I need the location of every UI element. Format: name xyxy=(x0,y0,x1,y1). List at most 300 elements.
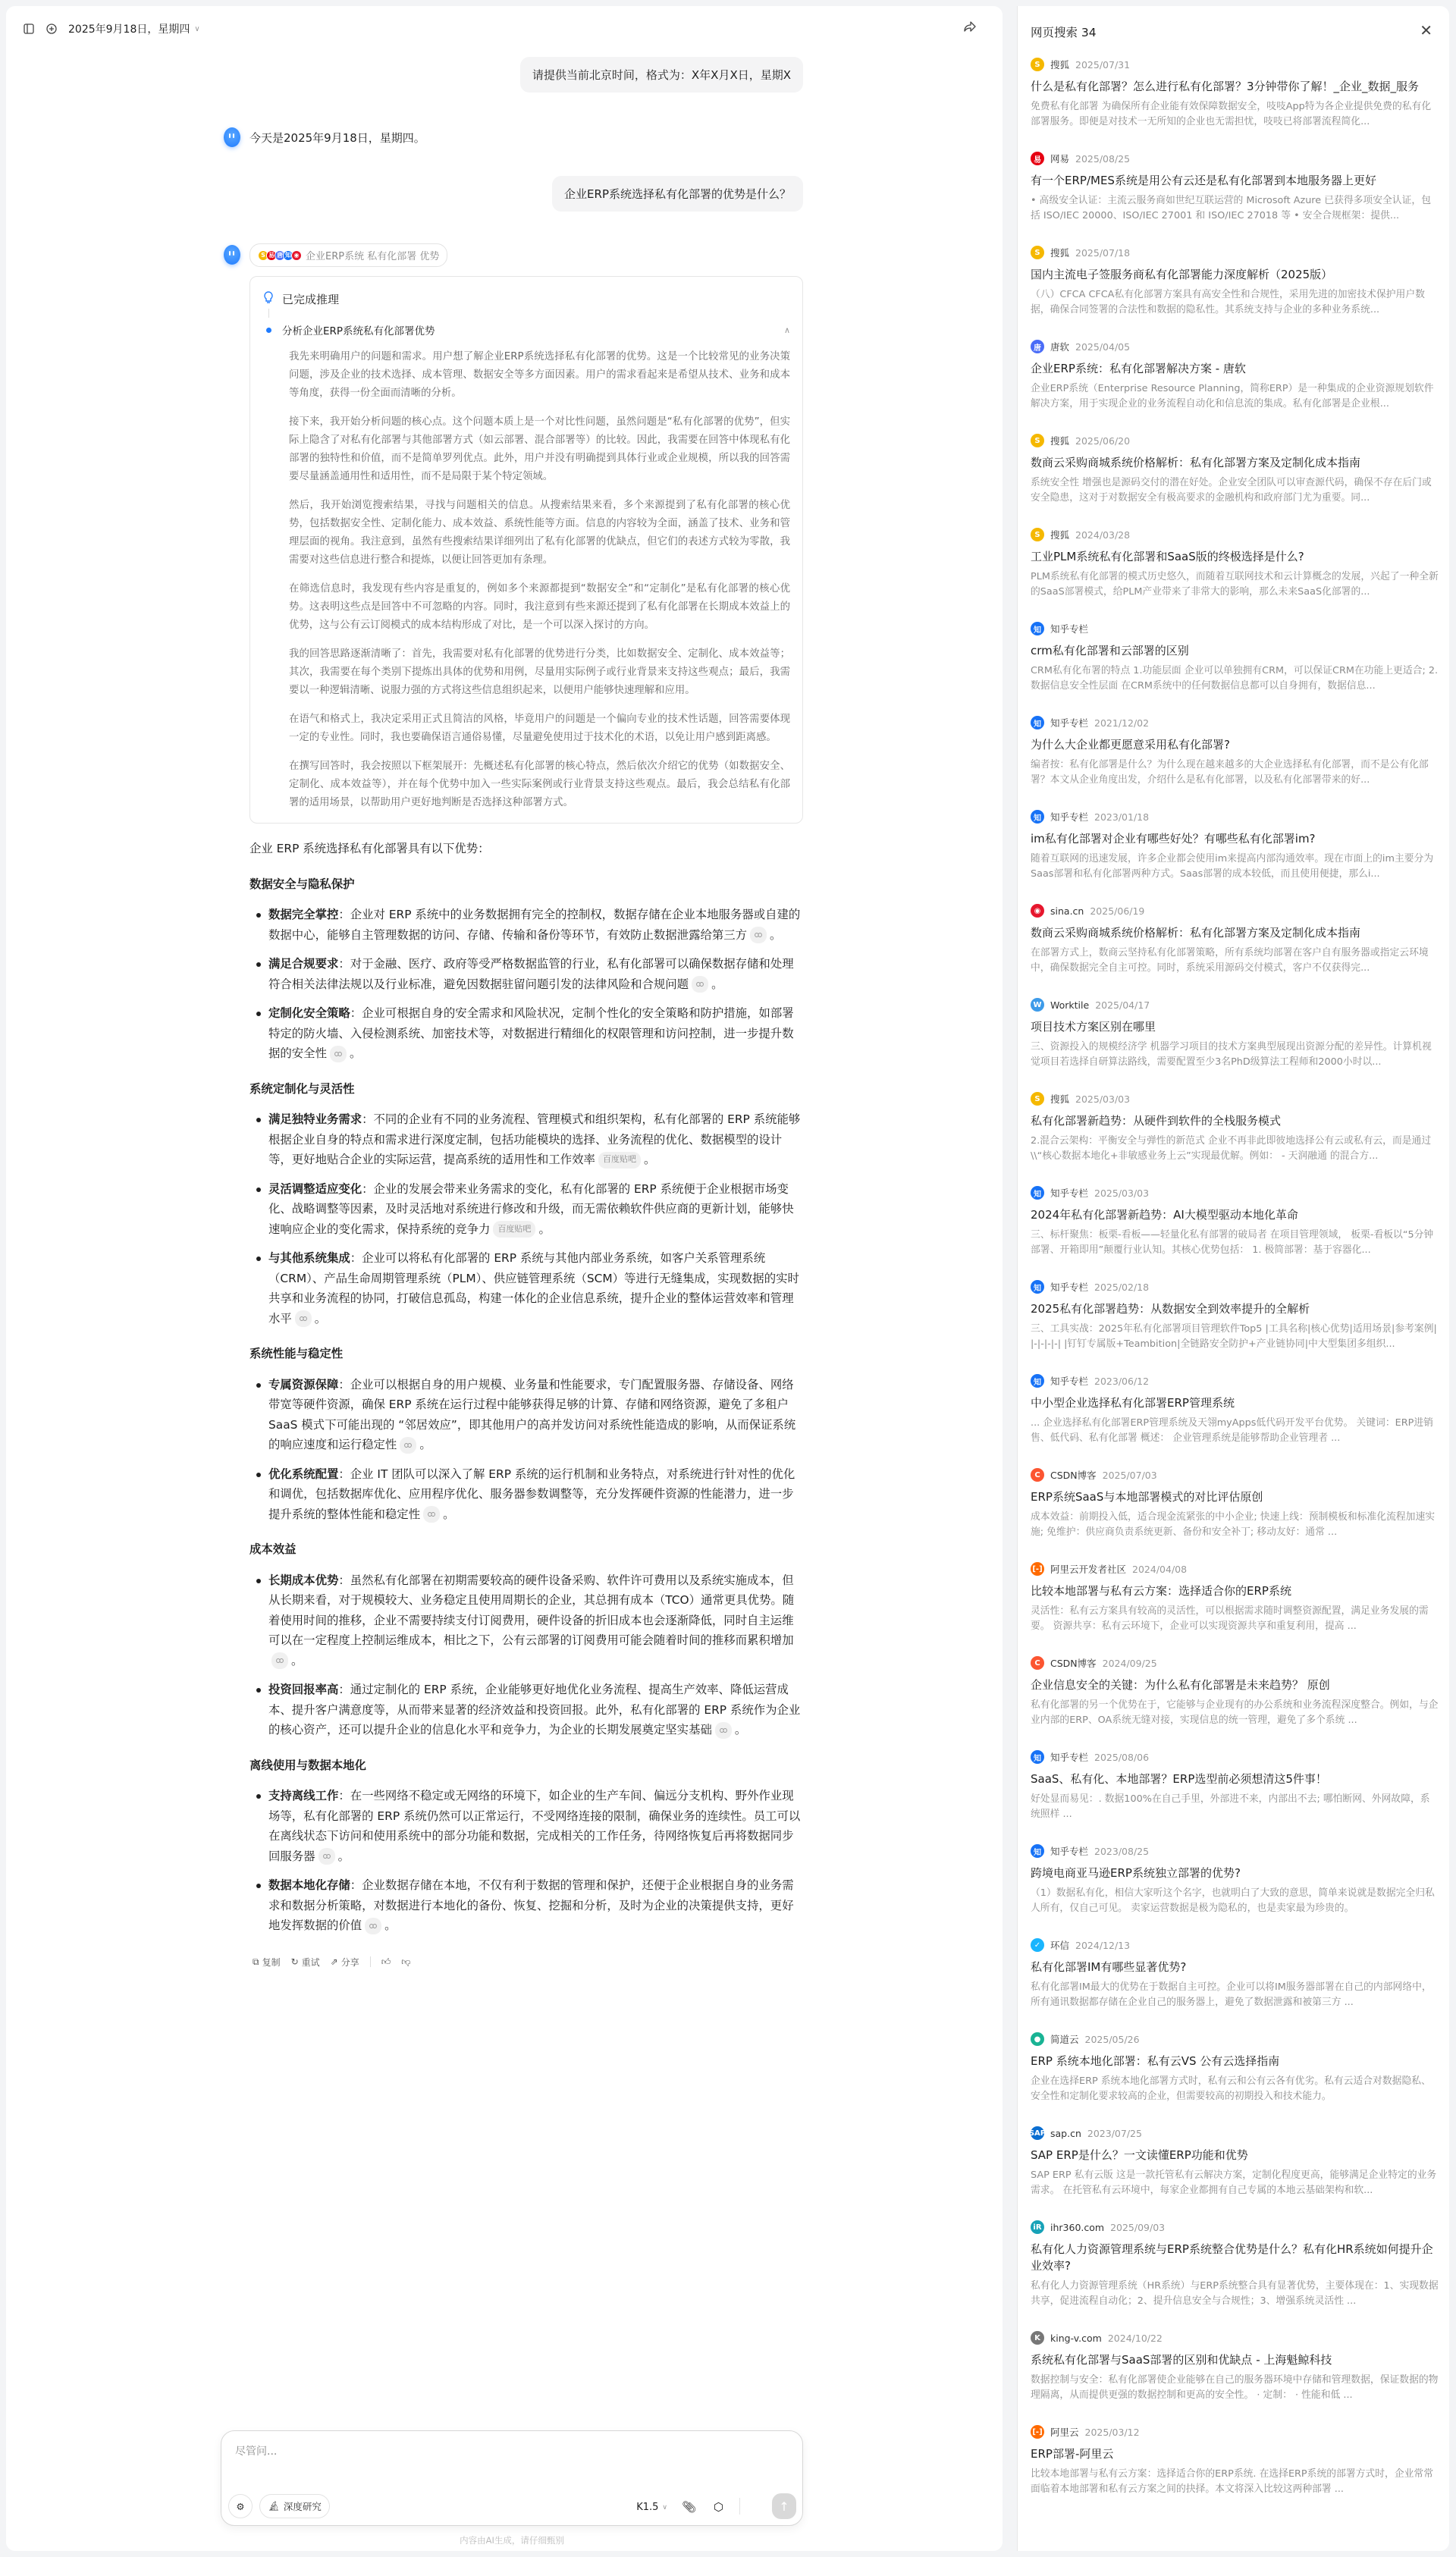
thumbs-up-icon[interactable]: 👍︎ xyxy=(381,1956,391,1967)
result-title[interactable]: 国内主流电子签服务商私有化部署能力深度解析（2025版） xyxy=(1031,268,1333,281)
result-date: 2025/05/26 xyxy=(1084,2033,1140,2045)
share-label: 分享 xyxy=(340,1956,359,1968)
source-logo-icon: 知 xyxy=(1031,1374,1044,1388)
send-button[interactable] xyxy=(772,2493,796,2519)
item-text: ：在一些网络不稳定或无网络的环境下，如企业的生产车间、偏远分支机构、野外作业现场等，私有化部署的 ERP 系统仍然可以正常运行，不受网络连接的限制，确保业务的连续性。员工可以在离线状态下访问和使用系统中的部分功能和数据，完成相关的工作任务，待网络恢复后再将数据同步回服务器 xyxy=(268,1789,801,1863)
reasoning-paragraph: 我的回答思路逐渐清晰了：首先，我需要对私有化部署的优势进行分类，比如数据安全、定制化、成本效益等；其次，我需要在每个类别下提炼出具体的优势和用例，尽量用实际例子或行业背景来支持这些观点；最后，我需要以一种逻辑清晰、说服力强的方式将这些信息组织起来，以便用户能够快速理解和应用。 xyxy=(289,648,790,696)
chat-title-dropdown[interactable] xyxy=(68,21,200,36)
result-date: 2025/07/31 xyxy=(1075,58,1131,71)
item-title: 定制化安全策略 xyxy=(268,1006,350,1020)
chat-input[interactable]: 尽管问... xyxy=(235,2446,278,2458)
result-date: 2025/03/03 xyxy=(1094,1187,1150,1199)
search-result[interactable] xyxy=(1031,902,1439,976)
deep-research-button[interactable] xyxy=(259,2494,330,2518)
search-result[interactable] xyxy=(1028,2125,1439,2198)
source-logo-icon: [-] xyxy=(1031,2425,1044,2439)
result-source-row xyxy=(1031,1561,1439,1577)
source-logo-icon: S xyxy=(1031,1092,1044,1106)
ai-disclaimer: 内容由AI生成，请仔细甄别 xyxy=(460,2535,564,2546)
source-logo-icon: [-] xyxy=(1031,1562,1044,1576)
end-punct: 。 xyxy=(291,1653,303,1668)
result-source-row xyxy=(1031,1090,1439,1107)
attach-icon[interactable]: 📎︎ xyxy=(681,2500,696,2514)
end-punct: 。 xyxy=(711,977,723,991)
result-snippet: 编者按：私有化部署是什么？为什么现在越来越多的大企业选择私有化部署，而不是公有化部署？本文从企业角度出发，介绍什么是私有化部署，以及私有化部署带来的好... xyxy=(1031,759,1429,786)
sidebar-toggle-icon[interactable] xyxy=(23,23,35,35)
result-date: 2025/02/18 xyxy=(1094,1281,1150,1293)
chat-input-box[interactable] xyxy=(221,2430,803,2526)
citation-link-icon[interactable] xyxy=(750,927,767,943)
result-date: 2023/08/25 xyxy=(1094,1845,1150,1857)
source-name: 环信 xyxy=(1050,1940,1070,1951)
item-title: 优化系统配置 xyxy=(268,1467,339,1481)
item-text: ：企业可以根据自身的用户规模、业务量和性能要求，专门配置服务器、存储设备、网络带宽等硬件资源，确保 ERP 系统在运行过程中能够获得足够的计算、存储和网络资源，避免了多租户 SaaS 模式下可能出现的 “邻居效应”，即其他用户的高并发访问对系统性能造成的影响，从而保证系统的响应速度和运行稳定性 xyxy=(268,1377,796,1451)
search-result[interactable] xyxy=(1031,432,1439,506)
search-result[interactable] xyxy=(1031,2219,1439,2309)
citation-chip[interactable]: 百度贴吧 xyxy=(598,1152,641,1169)
source-name: 阿里云开发者社区 xyxy=(1050,1564,1127,1575)
result-title[interactable]: 私有化部署新趋势：从硬件到软件的全栈服务模式 xyxy=(1031,1114,1282,1128)
assistant-answer xyxy=(249,212,803,1969)
citation-link-icon[interactable] xyxy=(271,1652,288,1669)
result-date: 2025/04/17 xyxy=(1095,999,1150,1011)
source-name: Worktile xyxy=(1050,999,1090,1011)
assistant-text: 今天是2025年9月18日，星期四。 xyxy=(249,131,425,145)
reasoning-panel xyxy=(249,276,803,824)
source-name: 阿里云 xyxy=(1050,2427,1079,2438)
reasoning-paragraph: 接下来，我开始分析问题的核心点。这个问题本质上是一个对比性问题，虽然问题是“私有化部署的优势”，但实际上隐含了对私有化部署与其他部署方式（如云部署、混合部署等）的比较。因此，我需要在回答中体现私有化部署的独特性和价值，而不是简单罗列优点。此外，用户并没有明确提到具体行业或企业规模，所以我的回答需要尽量涵盖通用性和适用性，而不是局限于某个特定领域。 xyxy=(289,416,790,482)
list-item xyxy=(249,905,803,945)
close-icon[interactable]: ✕ xyxy=(1420,21,1432,39)
search-result[interactable] xyxy=(1031,1937,1439,2010)
search-result[interactable] xyxy=(1031,1090,1439,1164)
result-title[interactable]: 跨境电商亚马逊ERP系统独立部署的优势? xyxy=(1031,1866,1241,1880)
source-name: sap.cn xyxy=(1050,2127,1081,2139)
result-source-row xyxy=(1031,432,1439,449)
citation-link-icon[interactable] xyxy=(400,1437,416,1454)
item-title: 数据本地化存储 xyxy=(268,1878,350,1892)
lightbulb-icon xyxy=(262,290,275,307)
result-snippet: 数据控制与安全：私有化部署使企业能够在自己的服务器环境中存储和管理数据，保证数据的物理隔离，从而提供更强的数据控制和更高的安全性。 · 定制： · 性能和低 ... xyxy=(1031,2374,1439,2401)
search-result[interactable] xyxy=(1031,1278,1439,1352)
result-date: 2023/07/25 xyxy=(1087,2127,1142,2139)
source-name: CSDN博客 xyxy=(1050,1658,1097,1669)
sliders-icon: ⚙ xyxy=(236,2500,245,2512)
list-item xyxy=(249,1680,803,1740)
citation-link-icon[interactable] xyxy=(715,1722,732,1739)
source-logo-icon: W xyxy=(1031,998,1044,1012)
reasoning-status: 已完成推理 xyxy=(282,292,340,306)
result-title[interactable]: 为什么大企业都更愿意采用私有化部署? xyxy=(1031,738,1230,751)
result-date: 2025/04/05 xyxy=(1075,340,1131,353)
source-name: 知乎专栏 xyxy=(1050,1752,1089,1763)
deep-research-label: 深度研究 xyxy=(283,2501,322,2512)
answer-intro: 企业 ERP 系统选择私有化部署具有以下优势： xyxy=(249,842,490,855)
result-snippet: 企业在选择ERP 系统本地化部署方式时，私有云和公有云各有优劣。私有云适合对数据隐私、安全性和定制化要求较高的企业，但需要较高的初期投入和技术能力。 xyxy=(1031,2075,1431,2102)
end-punct: 。 xyxy=(314,1311,327,1326)
list-item xyxy=(249,1109,803,1170)
search-result[interactable] xyxy=(1031,2031,1439,2104)
reasoning-paragraph: 在撰写回答时，我会按照以下框架展开：先概述私有化部署的核心特点，然后依次介绍它的优势（如数据安全、定制化、成本效益等），并在每个优势中加入一些实际案例或行业背景支持这些观点。最后，我会总结私有化部署的适用场景，以帮助用户更好地判断是否选择这种部署方式。 xyxy=(289,761,790,808)
result-title[interactable]: 企业ERP系统：私有化部署解决方案 - 唐软 xyxy=(1031,362,1246,375)
item-text: ：对于金融、医疗、政府等受严格数据监管的行业，私有化部署可以确保数据存储和处理符合相关法律法规以及行业标准，避免因数据驻留问题引发的法律风险和合规问题 xyxy=(268,957,794,991)
result-title[interactable]: 2025私有化部署趋势：从数据安全到效率提升的全解析 xyxy=(1031,1302,1310,1316)
retry-button[interactable] xyxy=(291,1956,320,1969)
message-actions xyxy=(253,1956,410,1969)
item-text: ：虽然私有化部署在初期需要较高的硬件设备采购、软件许可费用以及系统实施成本，但从长期来看，对于规模较大、业务稳定且使用周期长的企业，其总拥有成本（TCO）通常更具优势。随着使用时间的推移，企业不需要持续支付订阅费用，硬件设备的折旧成本也会逐渐降低，同时自主运维可以在一定程度上控制运维成本，相比之下，公有云部署的订阅费用可能会随着时间的推移而累积增加 xyxy=(268,1573,795,1647)
result-snippet: ... 企业选择私有化部署ERP管理系统及天翎myApps低代码开发平台优势。 关键词：ERP进销售、低代码、私有化部署 概述： 企业管理系统是能够帮助企业管理者 ... xyxy=(1031,1417,1433,1444)
reasoning-paragraph: 在筛选信息时，我发现有些内容是重复的，例如多个来源都提到“数据安全”和“定制化”是私有化部署的核心优势。这表明这些点是回答中不可忽略的内容。同时，我注意到有些来源还提到了私有化部署在长期成本效益上的优势，这与公有云订阅模式的成本结构形成了对比，是一个可以深入探讨的方向。 xyxy=(289,583,790,631)
result-snippet: 私有化部署的另一个优势在于，它能够与企业现有的办公系统和业务流程深度整合。例如，与企业内部的ERP、OA系统无缝对接，实现信息的统一管理，避免了多个系统 ... xyxy=(1031,1699,1439,1726)
end-punct: 。 xyxy=(443,1507,455,1521)
assistant-message xyxy=(249,93,803,146)
result-title[interactable]: 私有化部署IM有哪些显著优势? xyxy=(1031,1960,1187,1974)
result-snippet: 私有化人力资源管理系统（HR系统）与ERP系统整合具有显著优势，主要体现在：1、实现数据共享，促进流程自动化；2、提升信息安全与合规性；3、增强系统灵活性 ... xyxy=(1031,2280,1439,2307)
result-snippet: 随着互联网的迅速发展，许多企业都会使用im来提高内部沟通效率。现在市面上的im主要分为Saas部署和私有化部署两种方式。Saas部署的成本较低，而且使用便捷，那么i... xyxy=(1031,853,1434,880)
result-title[interactable]: 中小型企业选择私有化部署ERP管理系统 xyxy=(1031,1396,1235,1410)
source-name: 搜狐 xyxy=(1050,247,1070,259)
assistant-avatar xyxy=(224,245,240,265)
citation-link-icon[interactable] xyxy=(295,1310,312,1327)
source-name: king-v.com xyxy=(1050,2332,1102,2344)
result-title[interactable]: 数商云采购商城系统价格解析：私有化部署方案及定制化成本指南 xyxy=(1031,926,1361,940)
search-result[interactable] xyxy=(1031,620,1439,694)
item-title: 长期成本优势 xyxy=(268,1573,339,1587)
search-result[interactable] xyxy=(1031,1184,1439,1258)
source-name: 知乎专栏 xyxy=(1050,1282,1089,1293)
web-search-panel xyxy=(1017,6,1449,2551)
source-name: 知乎专栏 xyxy=(1050,1188,1089,1199)
result-title[interactable]: 比较本地部署与私有云方案：选择适合你的ERP系统 xyxy=(1031,1584,1291,1598)
copy-button[interactable] xyxy=(253,1956,281,1969)
conversation xyxy=(249,6,803,1969)
result-snippet: （八）CFCA CFCA私有化部署方案具有高安全性和合规性，采用先进的加密技术保护用户数据，确保合同签署的合法性和数据的隐私性。其系统支持与企业的多种业务系统... xyxy=(1031,289,1425,315)
item-text: ：企业数据存储在本地，不仅有利于数据的管理和保护，还便于企业根据自身的业务需求和数据分析策略，对数据进行本地化的备份、恢复、挖掘和分析，及时为企业的决策提供支持，更好地发挥数据的价值 xyxy=(268,1878,794,1932)
search-result[interactable] xyxy=(1031,1655,1439,1728)
source-logo-icon: ● xyxy=(1031,2032,1044,2046)
result-title[interactable]: SAP ERP是什么？一文读懂ERP功能和优势 xyxy=(1031,2148,1248,2162)
citation-link-icon[interactable] xyxy=(423,1506,440,1523)
source-name: 唐软 xyxy=(1050,341,1070,353)
result-source-row xyxy=(1031,338,1439,355)
citation-link-icon[interactable] xyxy=(318,1848,335,1865)
source-name: 知乎专栏 xyxy=(1050,1846,1089,1857)
result-title[interactable]: ERP部署-阿里云 xyxy=(1031,2447,1114,2461)
result-source-row xyxy=(1031,1655,1439,1671)
result-source-row xyxy=(1031,526,1439,543)
item-text: ：企业 IT 团队可以深入了解 ERP 系统的运行机制和业务特点，对系统进行针对性的优化和调优，包括数据库优化、应用程序优化、服务器参数调整等，充分发挥硬件资源的性能潜力，进一步提升系统的整体性能和稳定性 xyxy=(268,1467,795,1521)
end-punct: 。 xyxy=(643,1153,656,1166)
result-title[interactable]: 私有化人力资源管理系统与ERP系统整合优势是什么？私有化HR系统如何提升企业效率? xyxy=(1031,2242,1433,2273)
search-result[interactable] xyxy=(1031,1561,1439,1634)
item-title: 投资回报率高 xyxy=(268,1683,339,1696)
timeline-line xyxy=(268,309,269,318)
list-item xyxy=(249,1003,803,1064)
result-snippet: PLM系统私有化部署的模式历史悠久，而随着互联网技术和云计算概念的发展，兴起了一种全新的SaaS部署模式，给PLM产业带来了非常大的影响，那么未来SaaS化部署的... xyxy=(1031,571,1439,598)
search-sources-chip[interactable] xyxy=(249,243,447,267)
result-title[interactable]: ERP 系统本地化部署：私有云VS 公有云选择指南 xyxy=(1031,2054,1280,2068)
result-date: 2023/01/18 xyxy=(1094,811,1150,823)
item-text: ：企业对 ERP 系统中的业务数据拥有完全的控制权，数据存储在企业本地服务器或自建的数据中心，能够自主管理数据的访问、存储、传输和备份等环节，有效防止数据泄露给第三方 xyxy=(268,908,801,942)
step-dot xyxy=(266,328,271,333)
result-date: 2021/12/02 xyxy=(1094,717,1150,729)
reasoning-content xyxy=(262,348,790,812)
result-snippet: 企业ERP系统（Enterprise Resource Planning，简称ERP）是一种集成的企业资源规划软件解决方案，用于实现企业的业务流程自动化和信息流的集成。私有化部署是企业根... xyxy=(1031,383,1434,409)
result-date: 2024/04/08 xyxy=(1132,1563,1188,1575)
item-text: ：企业可根据自身的安全需求和风险状况，定制个性化的安全策略和防护措施，如部署特定的防火墙、入侵检测系统、加密技术等，对数据进行精细化的权限管理和访问控制，进一步提升数据的安全性 xyxy=(268,1006,794,1060)
source-logo-icon: iR xyxy=(1031,2220,1044,2234)
result-source-row xyxy=(1031,1467,1439,1483)
list-item xyxy=(249,1786,803,1866)
search-result[interactable] xyxy=(1031,996,1439,1070)
result-title[interactable]: 企业信息安全的关键：为什么私有化部署是未来趋势？ 原创 xyxy=(1031,1678,1330,1692)
search-result[interactable] xyxy=(1031,150,1439,224)
reasoning-step[interactable] xyxy=(262,322,790,337)
search-result[interactable] xyxy=(1031,1843,1439,1916)
source-logo-icon: 知 xyxy=(1031,1186,1044,1200)
reasoning-paragraph: 我先来明确用户的问题和需求。用户想了解企业ERP系统选择私有化部署的优势。这是一个比较常见的业务决策问题，涉及企业的技术选择、成本管理、数据安全等多方面因素。用户的需求看起来是希望从技术、业务和成本等角度，获得一份全面而清晰的分析。 xyxy=(289,351,790,399)
result-snippet: 好处显而易见：. 数据100%在自己手里，外部进不来，内部出不去; 哪怕断网、外网故障，系统照样 ... xyxy=(1031,1793,1430,1820)
result-source-row xyxy=(1031,1749,1439,1765)
model-name: K1.5 xyxy=(636,2502,659,2513)
source-logo-icon: S xyxy=(1031,528,1044,541)
section-heading: 系统性能与稳定性 xyxy=(249,1347,344,1360)
section-heading: 数据安全与隐私保护 xyxy=(249,877,355,891)
section-heading: 成本效益 xyxy=(249,1542,297,1556)
new-chat-icon[interactable] xyxy=(46,23,58,35)
result-date: 2024/12/13 xyxy=(1075,1939,1131,1951)
item-title: 支持离线工作 xyxy=(268,1789,339,1802)
list-item xyxy=(249,954,803,994)
result-source-row xyxy=(1031,150,1439,167)
result-source-row xyxy=(1031,1843,1439,1859)
end-punct: 。 xyxy=(384,1919,397,1932)
source-logos xyxy=(258,250,300,261)
result-date: 2025/09/03 xyxy=(1110,2221,1166,2233)
result-date: 2025/03/03 xyxy=(1075,1093,1131,1105)
result-source-row xyxy=(1031,1278,1439,1295)
arrow-up-icon: ↑ xyxy=(779,2499,789,2514)
item-title: 满足合规要求 xyxy=(268,957,339,971)
result-source-row xyxy=(1031,244,1439,261)
retry-label: 重试 xyxy=(301,1956,320,1968)
weibo-logo-icon: ◉ xyxy=(291,250,302,261)
result-date: 2025/06/20 xyxy=(1075,435,1131,447)
source-logo-icon: SAP xyxy=(1031,2126,1044,2140)
search-result[interactable] xyxy=(1031,808,1439,882)
item-title: 数据完全掌控 xyxy=(268,908,339,921)
source-name: 知乎专栏 xyxy=(1050,717,1089,729)
microscope-icon: 🔬︎ xyxy=(268,2500,280,2512)
list-item xyxy=(249,1375,803,1455)
result-source-row xyxy=(1031,1937,1439,1953)
result-date: 2025/06/19 xyxy=(1090,905,1145,917)
end-punct: 。 xyxy=(419,1438,431,1451)
source-logo-icon: S xyxy=(1031,58,1044,71)
citation-link-icon[interactable] xyxy=(692,976,708,993)
source-logo-icon: C xyxy=(1031,1656,1044,1670)
item-text: ：企业的发展会带来业务需求的变化，私有化部署的 ERP 系统便于企业根据市场变化、战略调整等因素，及时灵活地对系统进行修改和升级，而无需依赖软件供应商的更新计划，能够快速响应企业的变化需求，保持系统的竞争力 xyxy=(268,1181,794,1236)
result-date: 2023/06/12 xyxy=(1094,1375,1150,1387)
source-logo-icon: K xyxy=(1031,2331,1044,2345)
source-name: 知乎专栏 xyxy=(1050,811,1089,823)
result-title[interactable]: im私有化部署对企业有哪些好处？有哪些私有化部署im? xyxy=(1031,832,1316,846)
citation-link-icon[interactable] xyxy=(330,1046,347,1062)
source-name: 搜狐 xyxy=(1050,435,1070,447)
user-message: 企业ERP系统选择私有化部署的优势是什么？ xyxy=(552,176,803,212)
citation-link-icon[interactable] xyxy=(365,1918,381,1934)
source-name: 搜狐 xyxy=(1050,529,1070,541)
result-title[interactable]: 项目技术方案区别在哪里 xyxy=(1031,1020,1156,1034)
end-punct: 。 xyxy=(337,1849,350,1863)
result-source-row xyxy=(1031,2424,1439,2440)
result-date: 2024/09/25 xyxy=(1102,1657,1157,1669)
result-source-row xyxy=(1031,1184,1439,1201)
section-heading: 离线使用与数据本地化 xyxy=(249,1758,366,1772)
source-logo-icon: 知 xyxy=(1031,1844,1044,1858)
result-title[interactable]: 系统私有化部署与SaaS部署的区别和优缺点 - 上海魁鲸科技 xyxy=(1031,2353,1332,2367)
chat-main xyxy=(6,6,1003,2551)
answer-content xyxy=(249,839,803,1945)
tools-toggle-button[interactable] xyxy=(228,2494,253,2518)
result-source-row xyxy=(1031,996,1439,1013)
result-source-row xyxy=(1028,2125,1439,2141)
chevron-down-icon: ∨ xyxy=(194,24,200,33)
source-name: 知乎专栏 xyxy=(1050,623,1089,635)
source-name: sina.cn xyxy=(1050,905,1084,917)
thumbs-down-icon[interactable]: 👎︎ xyxy=(401,1956,411,1967)
result-snippet: CRM私有化布署的特点 1.功能层面 企业可以单独拥有CRM，可以保证CRM在功能上更适合; 2.数据信息安全性层面 在CRM系统中的任何数据信息都可以自身拥有，数据信息... xyxy=(1031,665,1439,692)
result-source-row xyxy=(1031,808,1439,825)
end-punct: 。 xyxy=(349,1046,362,1060)
bullet-list xyxy=(249,1375,803,1525)
result-snippet: SAP ERP 私有云版 这是一款托管私有云解决方案，定制化程度更高，能够满足企业特定的业务需求。 在托管私有云环境中，每家企业都拥有自己专属的本地云基础架构和软... xyxy=(1031,2170,1437,2196)
result-date: 2025/07/03 xyxy=(1102,1469,1157,1481)
citation-chip[interactable]: 百度贴吧 xyxy=(493,1221,535,1238)
result-source-row xyxy=(1031,2031,1439,2047)
share-icon[interactable] xyxy=(963,20,977,33)
source-logo-icon: 知 xyxy=(1031,622,1044,635)
zhihu-logo-icon: 知 xyxy=(283,250,293,261)
source-logo-icon: 知 xyxy=(1031,810,1044,824)
source-logo-icon: 知 xyxy=(1031,1280,1044,1294)
source-logo-icon: ◉ xyxy=(1031,904,1044,918)
result-title[interactable]: 2024年私有化部署新趋势：AI大模型驱动本地化革命 xyxy=(1031,1208,1298,1222)
bullet-list xyxy=(249,1786,803,1936)
result-title[interactable]: 什么是私有化部署？怎么进行私有化部署？3分钟带你了解！_企业_数据_服务 xyxy=(1031,80,1420,93)
search-result[interactable] xyxy=(1031,714,1439,788)
reasoning-header xyxy=(262,290,790,307)
result-snippet: • 高级安全认证：主流云服务商如世纪互联运营的 Microsoft Azure 已获得多项安全认证，包括 ISO/IEC 20000、ISO/IEC 27001 和 ISO/IEC 27018 等 • 安全合规框架：提供... xyxy=(1031,195,1431,221)
result-date: 2025/08/06 xyxy=(1094,1751,1150,1763)
search-result[interactable] xyxy=(1031,1373,1439,1446)
item-title: 与其他系统集成 xyxy=(268,1251,350,1265)
cube-icon[interactable]: ⬡ xyxy=(713,2500,723,2514)
share-button[interactable] xyxy=(331,1956,359,1969)
source-logo-icon: 唐 xyxy=(1031,340,1044,353)
netease-logo-icon: 易 xyxy=(266,250,277,261)
search-result[interactable] xyxy=(1031,338,1439,412)
copy-icon: ⧉ xyxy=(253,1956,259,1967)
item-title: 专属资源保障 xyxy=(268,1377,339,1391)
source-logo-icon: 知 xyxy=(1031,716,1044,729)
result-title[interactable]: 工业PLM系统私有化部署和SaaS版的终极选择是什么? xyxy=(1031,550,1304,563)
result-source-row xyxy=(1031,714,1439,731)
chat-title: 2025年9月18日，星期四 xyxy=(68,24,190,36)
divider xyxy=(370,1956,371,1967)
search-result[interactable] xyxy=(1031,526,1439,600)
result-title[interactable]: 有一个ERP/MES系统是用公有云还是私有化部署到本地服务器上更好 xyxy=(1031,174,1376,187)
source-name: CSDN博客 xyxy=(1050,1470,1097,1481)
source-logo-icon: 易 xyxy=(1031,152,1044,165)
result-source-row xyxy=(1031,902,1439,919)
end-punct: 。 xyxy=(538,1222,551,1236)
list-item xyxy=(249,1875,803,1936)
bullet-list xyxy=(249,1109,803,1329)
search-results-list xyxy=(1028,56,1439,2518)
sohu-logo-icon: S xyxy=(258,250,268,261)
reasoning-paragraph: 然后，我开始浏览搜索结果，寻找与问题相关的信息。从搜索结果来看，多个来源提到了私有化部署的核心优势，包括数据安全性、定制化能力、成本效益、系统性能等方面。信息的内容较为全面，涵盖了技术、业务和管理层面的视角。我注意到，虽然有些搜索结果详细列出了私有化部署的优缺点，但它们的表述方式较为零散，我需要对这些信息进行整合和提炼，以便让回答更加有条理。 xyxy=(289,500,790,566)
reasoning-paragraph: 在语气和格式上，我决定采用正式且简洁的风格，毕竟用户的问题是一个偏向专业的技术性话题，回答需要体现一定的专业性。同时，我也要确保语言通俗易懂，尽量避免使用过于技术化的术语，以免让用户感到距离感。 xyxy=(289,714,790,743)
result-title[interactable]: 数商云采购商城系统价格解析：私有化部署方案及定制化成本指南 xyxy=(1031,456,1361,469)
item-title: 灵活调整适应变化 xyxy=(268,1181,362,1196)
source-logo-icon: S xyxy=(1031,246,1044,259)
result-snippet: 2.混合云架构：平衡安全与弹性的新范式 企业不再非此即彼地选择公有云或私有云，而是通过\\“核心数据本地化+非敏感业务上云”实现最优解。例如： - 天润融通 的混合方... xyxy=(1031,1135,1432,1162)
result-title[interactable]: SaaS、私有化、本地部署？ERP选型前必须想清这5件事！ xyxy=(1031,1772,1327,1786)
source-name: ihr360.com xyxy=(1050,2221,1105,2233)
source-name: 知乎专栏 xyxy=(1050,1376,1089,1387)
item-title: 满足独特业务需求 xyxy=(268,1112,362,1126)
search-result[interactable] xyxy=(1031,56,1439,130)
result-date: 2025/03/12 xyxy=(1084,2426,1140,2438)
source-logo-icon: 知 xyxy=(1031,1750,1044,1764)
end-punct: 。 xyxy=(770,927,782,942)
source-name: 搜狐 xyxy=(1050,1093,1070,1105)
chat-header xyxy=(23,18,200,39)
result-date: 2025/07/18 xyxy=(1075,246,1131,259)
source-name: 网易 xyxy=(1050,153,1070,165)
model-selector[interactable] xyxy=(636,2502,667,2513)
list-item xyxy=(249,1179,803,1240)
section-heading: 系统定制化与灵活性 xyxy=(249,1081,355,1096)
result-snippet: 三、工具实战：2025年私有化部署项目管理软件Top5 |工具名称|核心优势|适用场景|参考案例| |-|-|-|-| |钉钉专属版+Teambition|全链路安全防护+产业链协同|中大型集团多组织... xyxy=(1031,1323,1437,1350)
search-result[interactable] xyxy=(1031,1467,1439,1540)
search-result[interactable] xyxy=(1031,2330,1439,2403)
search-result[interactable] xyxy=(1031,244,1439,318)
result-source-row xyxy=(1031,56,1439,73)
chevron-up-icon[interactable]: ∧ xyxy=(783,325,790,335)
search-result[interactable] xyxy=(1031,1749,1439,1822)
result-title[interactable]: crm私有化部署和云部署的区别 xyxy=(1031,644,1189,657)
list-item xyxy=(249,1248,803,1329)
user-message: 请提供当前北京时间，格式为：X年X月X日，星期X xyxy=(520,57,803,93)
result-snippet: 私有化部署IM最大的优势在于数据自主可控。企业可以将IM服务器部署在自己的内部网络中，所有通讯数据都存储在企业自己的服务器上，避免了数据泄露和被第三方 ... xyxy=(1031,1981,1432,2008)
result-snippet: 比较本地部署与私有云方案：选择适合你的ERP系统. 在选择ERP系统的部署方式时，企业常常面临着本地部署和私有云方案之间的抉择。本文将深入比较这两种部署 ... xyxy=(1031,2468,1434,2495)
result-snippet: 灵活性：私有云方案具有较高的灵活性，可以根据需求随时调整资源配置，满足业务发展的需要。 资源共享：私有云环境下，企业可以实现资源共享和重复利用，提高 ... xyxy=(1031,1605,1429,1632)
result-date: 2025/08/25 xyxy=(1075,152,1131,165)
search-result[interactable] xyxy=(1031,2424,1439,2497)
search-query: 企业ERP系统 私有化部署 优势 xyxy=(306,251,440,262)
assistant-avatar xyxy=(224,127,240,147)
retry-icon: ↻ xyxy=(290,1956,299,1967)
result-title[interactable]: ERP系统SaaS与本地部署模式的对比评估原创 xyxy=(1031,1490,1263,1504)
source-name: 搜狐 xyxy=(1050,59,1070,71)
panel-title: 网页搜索 34 xyxy=(1031,26,1097,39)
source-logo-icon: C xyxy=(1031,1468,1044,1482)
tangruan-logo-icon: 唐 xyxy=(275,250,285,261)
result-snippet: 三、标杆聚焦：板栗-看板——轻量化私有部署的破局者 在项目管理领域， 板栗-看板以“5分钟部署、开箱即用”颠覆行业认知。其核心优势包括： 1. 极简部署：基于容器化... xyxy=(1031,1229,1434,1256)
divider xyxy=(739,2498,740,2515)
